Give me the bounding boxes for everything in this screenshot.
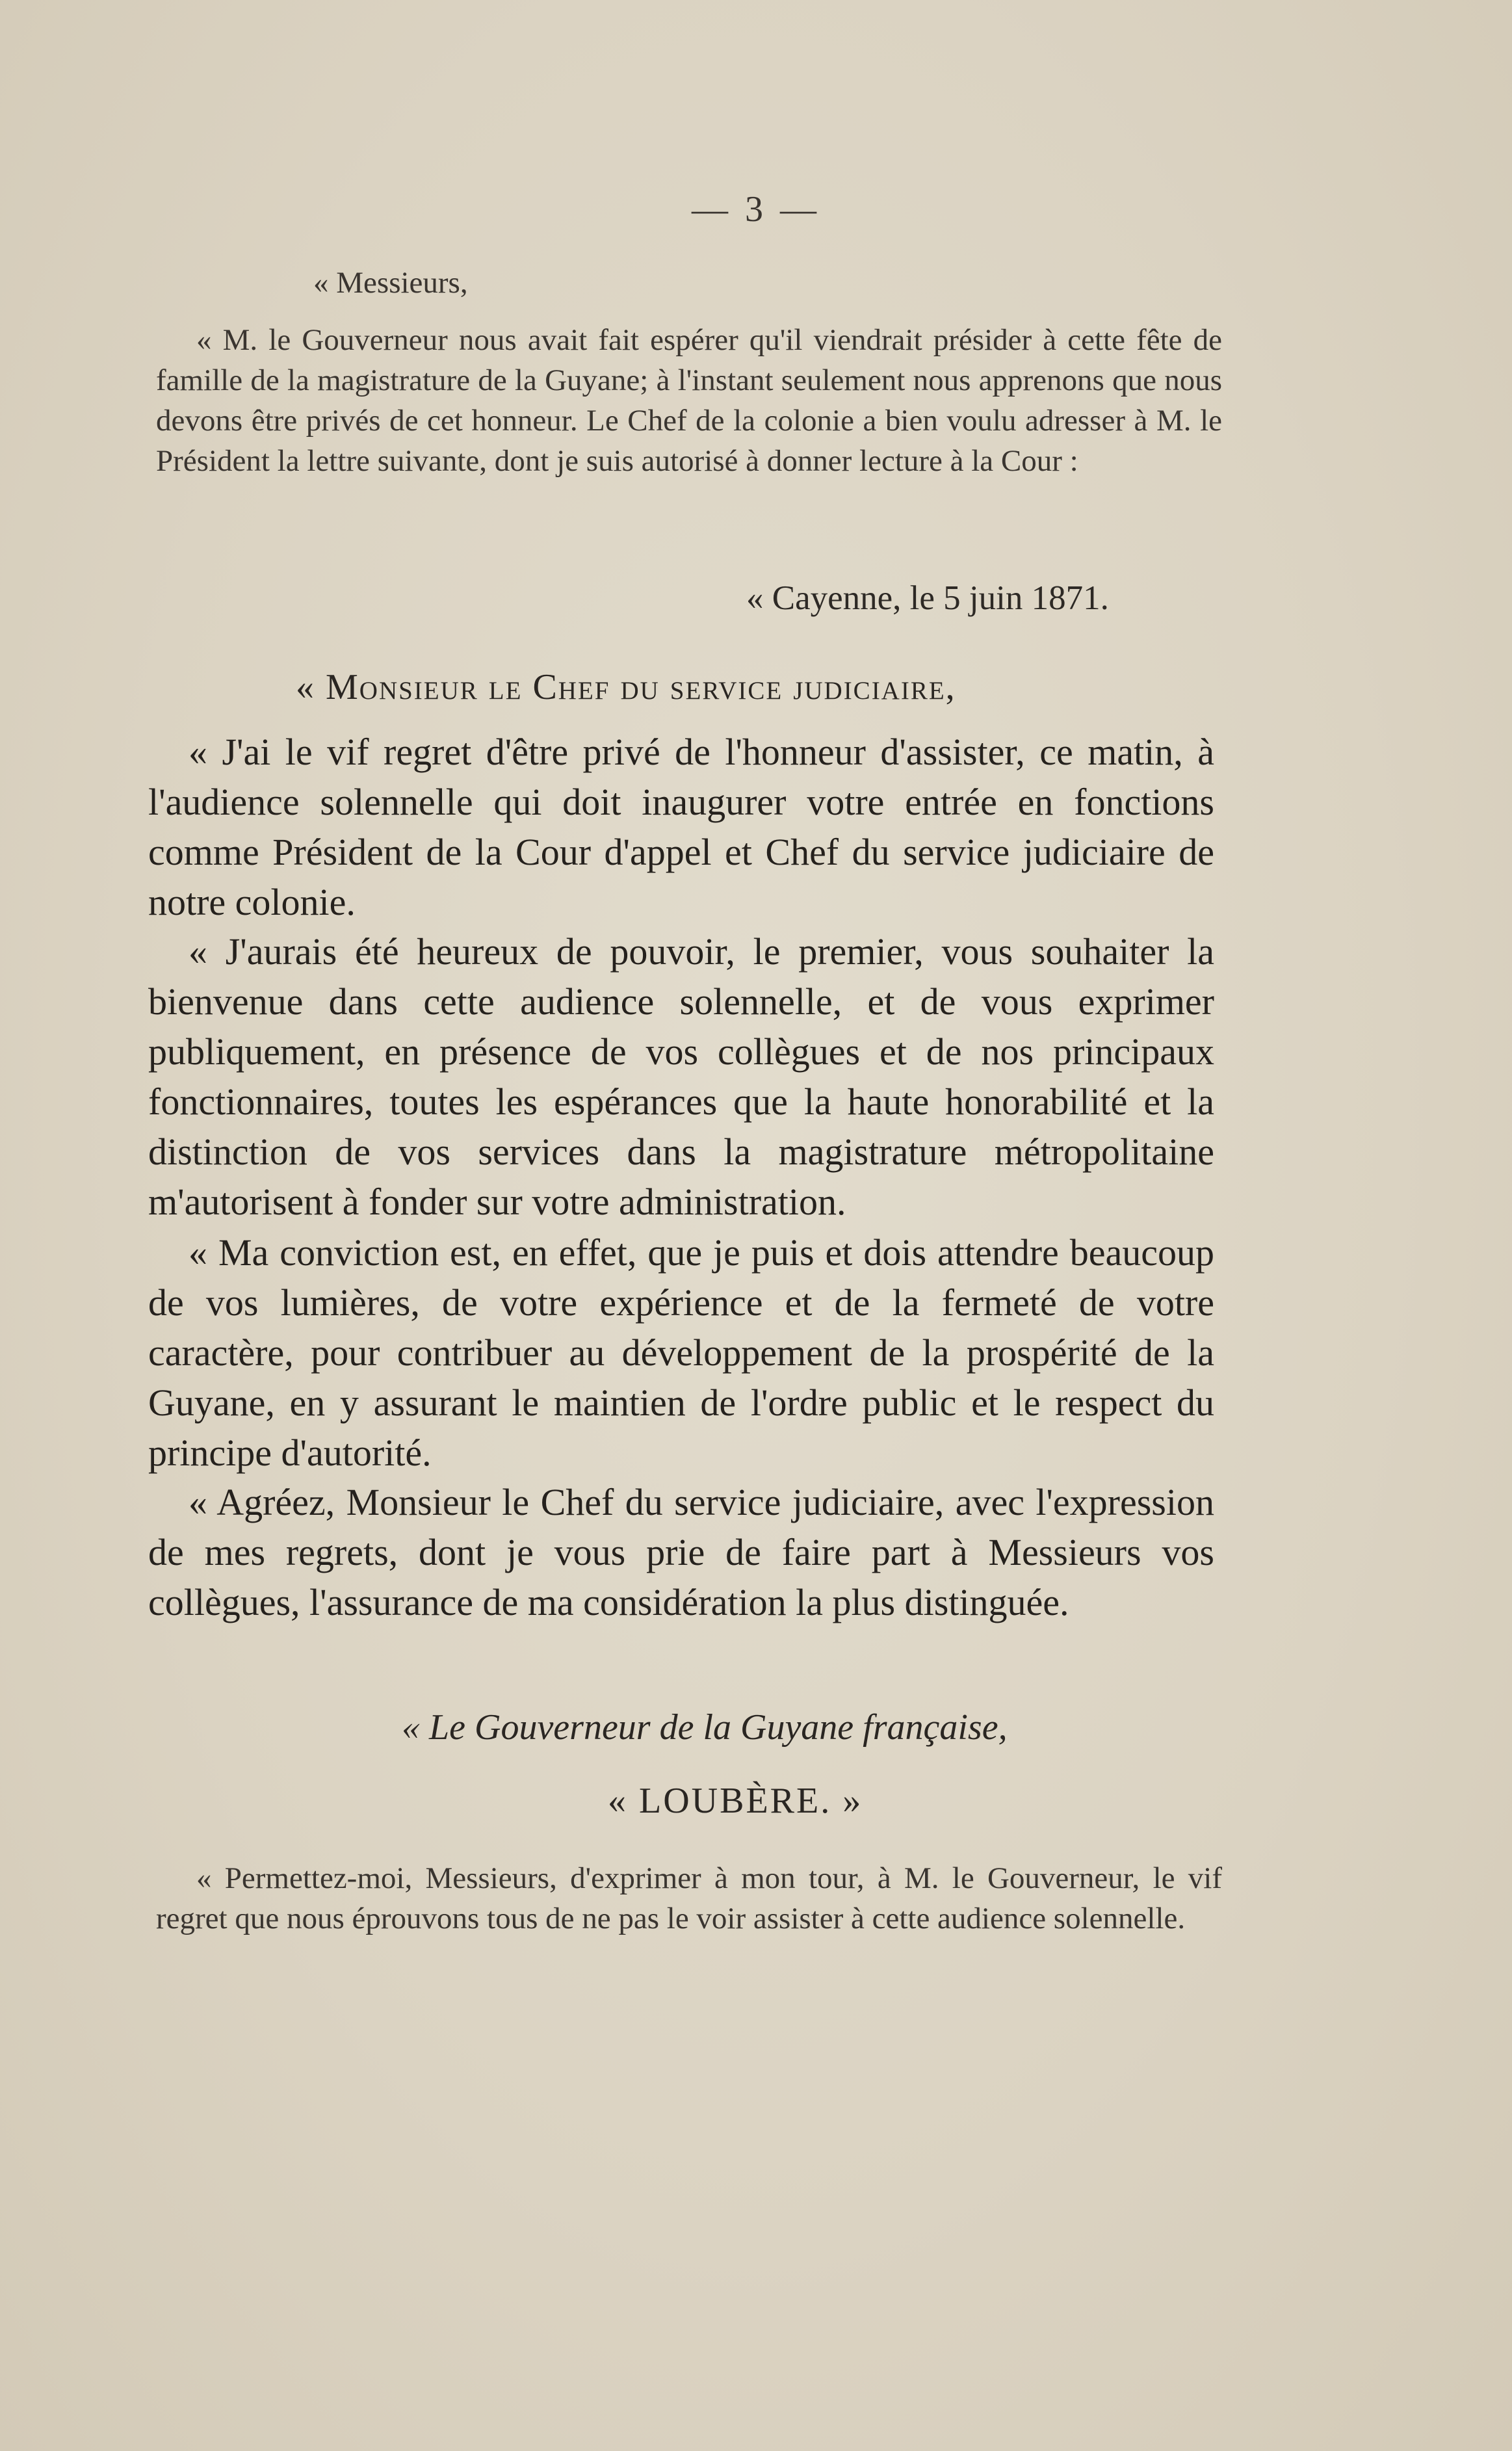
letter-address: « Monsieur le Chef du service judiciaire, — [296, 667, 956, 707]
letter-date: « Cayenne, le 5 juin 1871. — [746, 579, 1109, 617]
closing-paragraph: « Permettez-moi, Messieurs, d'exprimer à mon tour, à M. le Gouverneur, le vif regret que nous éprouvons tous de ne pas le voir assister à cette audience solennelle. — [156, 1861, 1222, 1935]
letter-paragraph: « Ma conviction est, en effet, que je puis et dois attendre beaucoup de vos lumières, de votre expérience et de la fermeté de votre caractère, pour contribuer au développement de la prospérité de la Guyane, en y assurant le maintien de l'ordre public et le respect du principe d'autorité. — [148, 1231, 1214, 1474]
intro-paragraph: « M. le Gouverneur nous avait fait espérer qu'il viendrait présider à cette fête de famille de la magistrature de la Guyane; à l'instant seulement nous apprenons que nous devons être privés de cet honneur. Le Chef de la colonie a bien voulu adresser à M. le Président la lettre suivante, dont je suis autorisé à donner lecture à la Cour : — [156, 323, 1222, 478]
signatory-name: « LOUBÈRE. » — [608, 1781, 863, 1821]
letter-paragraph: « J'ai le vif regret d'être privé de l'honneur d'assister, ce matin, à l'audience solennelle qui doit inaugurer votre entrée en fonctions comme Président de la Cour d'appel et Chef du service judiciaire de notre colonie. — [148, 731, 1214, 923]
salutation: « Messieurs, — [313, 266, 468, 300]
letter-paragraph: « Agréez, Monsieur le Chef du service judiciaire, avec l'expression de mes regrets, dont je vous prie de faire part à Messieurs vos collègues, l'assurance de ma considération la plus distinguée. — [148, 1481, 1214, 1623]
signatory-title: « Le Gouverneur de la Guyane française, — [402, 1707, 1008, 1748]
letter-paragraph: « J'aurais été heureux de pouvoir, le premier, vous souhaiter la bienvenue dans cette audience solennelle, et de vous exprimer publiquement, en présence de vos collègues et de nos principaux fonctionnaires, toutes les espérances que la haute honorabilité et la distinction de vos services dans la magistrature métropolitaine m'autorisent à fonder sur votre administration. — [148, 930, 1214, 1223]
page-number: — 3 — — [692, 189, 820, 229]
